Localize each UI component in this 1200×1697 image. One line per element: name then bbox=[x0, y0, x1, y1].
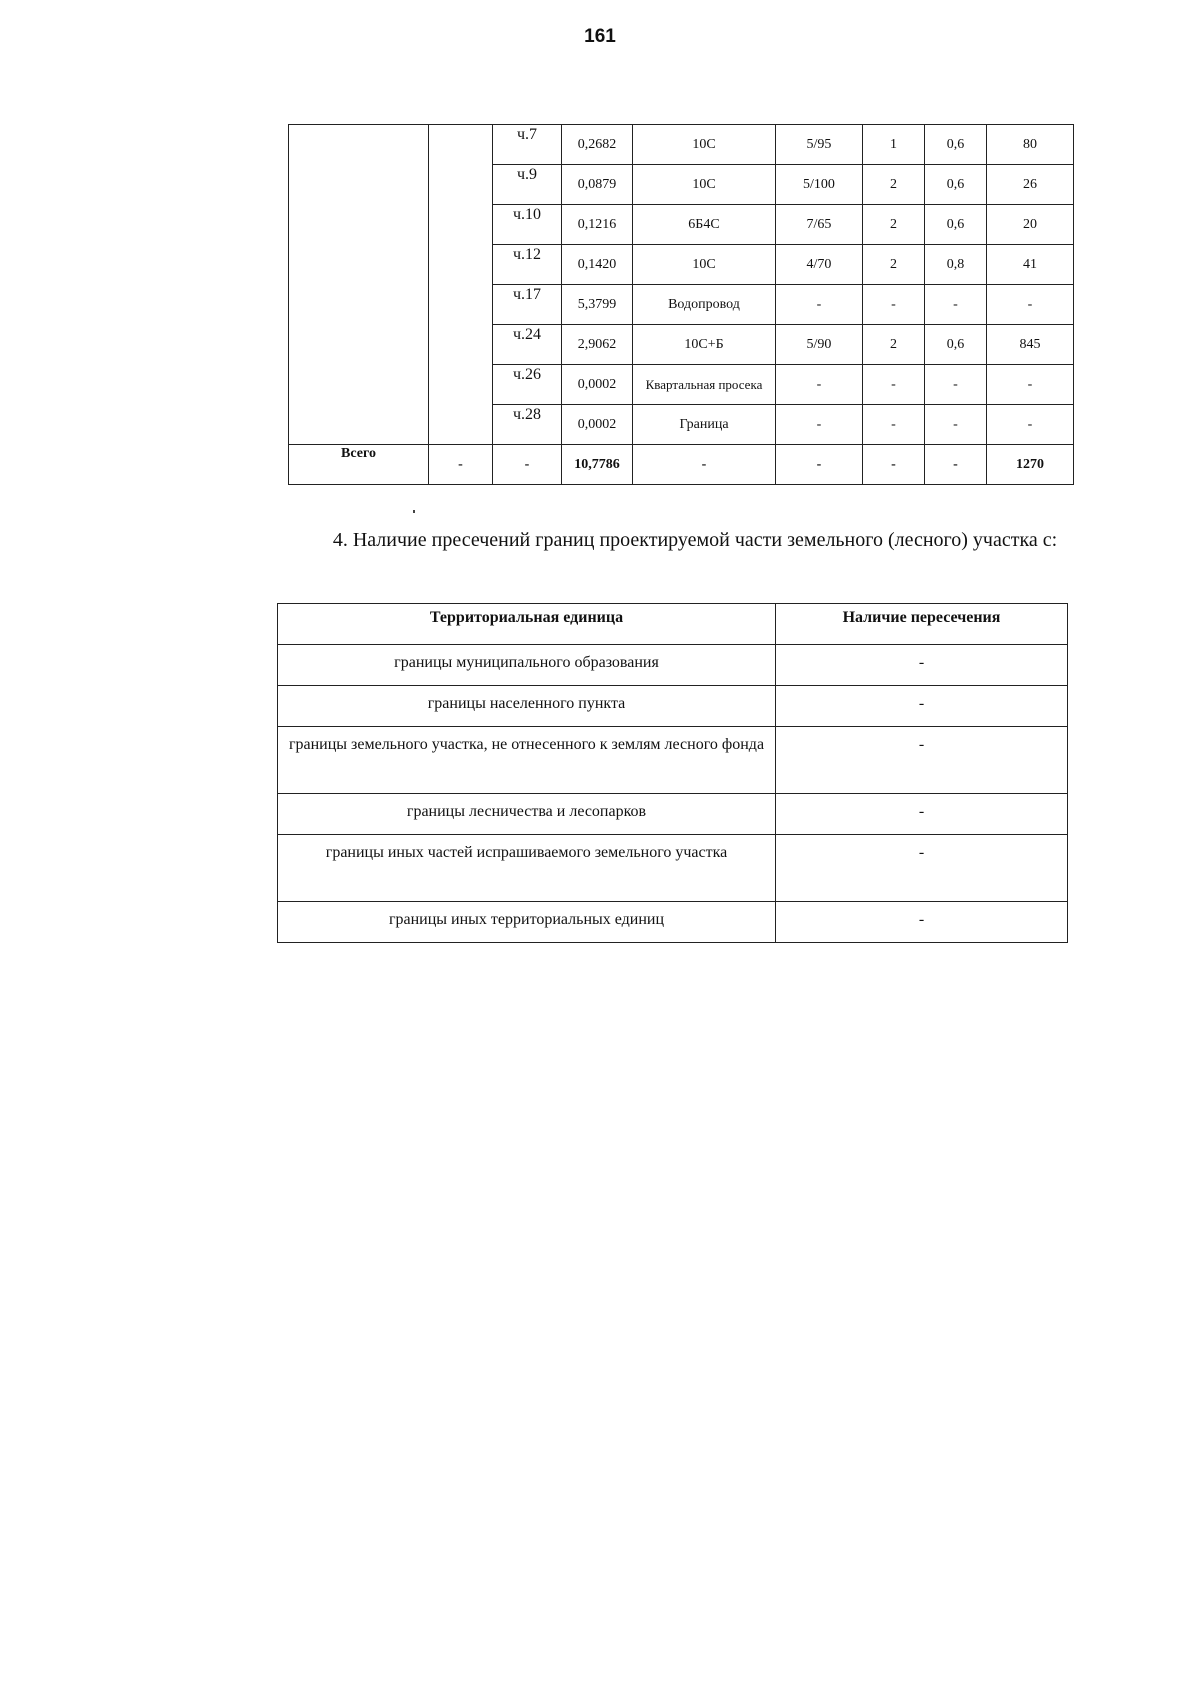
cell-density: - bbox=[925, 405, 987, 445]
total-age: - bbox=[776, 445, 863, 485]
cell-part: ч.12 bbox=[493, 245, 562, 285]
cell-age: - bbox=[776, 285, 863, 325]
cell-area: 5,3799 bbox=[562, 285, 633, 325]
cell-stock: 41 bbox=[987, 245, 1074, 285]
cell-stock: 26 bbox=[987, 165, 1074, 205]
cell-part: ч.9 bbox=[493, 165, 562, 205]
territorial-unit-cell: границы иных частей испрашиваемого земельного участка bbox=[278, 835, 776, 902]
total-col3: - bbox=[493, 445, 562, 485]
cell-area: 0,0002 bbox=[562, 405, 633, 445]
intersections-table bbox=[277, 603, 1068, 943]
table-row bbox=[278, 835, 1068, 902]
cell-composition: Водопровод bbox=[633, 285, 776, 325]
cell-age: 5/90 bbox=[776, 325, 863, 365]
cell-density: 0,6 bbox=[925, 325, 987, 365]
total-density: - bbox=[925, 445, 987, 485]
cell-bonitet: 2 bbox=[863, 165, 925, 205]
cell-density: 0,6 bbox=[925, 205, 987, 245]
territorial-unit-cell: границы иных территориальных единиц bbox=[278, 902, 776, 943]
merged-empty-cell bbox=[289, 125, 429, 445]
header-territorial-unit: Территориальная единица bbox=[278, 604, 776, 645]
intersection-value-cell: - bbox=[776, 794, 1068, 835]
forest-parts-table bbox=[288, 124, 1074, 485]
cell-area: 0,0879 bbox=[562, 165, 633, 205]
header-intersection: Наличие пересечения bbox=[776, 604, 1068, 645]
cell-density: 0,6 bbox=[925, 165, 987, 205]
cell-density: - bbox=[925, 365, 987, 405]
territorial-unit-cell: границы муниципального образования bbox=[278, 645, 776, 686]
table-row bbox=[278, 645, 1068, 686]
cell-composition: 10С+Б bbox=[633, 325, 776, 365]
cell-area: 0,1420 bbox=[562, 245, 633, 285]
cell-age: 7/65 bbox=[776, 205, 863, 245]
cell-composition: Квартальная просека bbox=[633, 365, 776, 405]
cell-bonitet: 2 bbox=[863, 245, 925, 285]
table-row bbox=[278, 686, 1068, 727]
territorial-unit-cell: границы земельного участка, не отнесенного к землям лесного фонда bbox=[278, 727, 776, 794]
page-number: 161 bbox=[584, 26, 616, 47]
cell-age: - bbox=[776, 405, 863, 445]
cell-part: ч.10 bbox=[493, 205, 562, 245]
scan-mark bbox=[413, 510, 415, 513]
cell-composition: 6Б4С bbox=[633, 205, 776, 245]
total-bonitet: - bbox=[863, 445, 925, 485]
territorial-unit-cell: границы населенного пункта bbox=[278, 686, 776, 727]
cell-stock: - bbox=[987, 285, 1074, 325]
cell-part: ч.17 bbox=[493, 285, 562, 325]
cell-part: ч.24 bbox=[493, 325, 562, 365]
total-area: 10,7786 bbox=[562, 445, 633, 485]
total-label: Всего bbox=[289, 445, 429, 485]
cell-area: 0,0002 bbox=[562, 365, 633, 405]
cell-density: 0,6 bbox=[925, 125, 987, 165]
section-4-heading: 4. Наличие пресечений границ проектируемой части земельного (лесного) участка с: bbox=[332, 529, 1058, 551]
cell-stock: - bbox=[987, 405, 1074, 445]
cell-density: - bbox=[925, 285, 987, 325]
cell-bonitet: - bbox=[863, 365, 925, 405]
cell-density: 0,8 bbox=[925, 245, 987, 285]
cell-stock: 20 bbox=[987, 205, 1074, 245]
cell-composition: 10С bbox=[633, 125, 776, 165]
cell-bonitet: - bbox=[863, 285, 925, 325]
cell-bonitet: - bbox=[863, 405, 925, 445]
cell-stock: - bbox=[987, 365, 1074, 405]
cell-age: 4/70 bbox=[776, 245, 863, 285]
cell-stock: 80 bbox=[987, 125, 1074, 165]
cell-composition: 10С bbox=[633, 245, 776, 285]
intersection-value-cell: - bbox=[776, 645, 1068, 686]
cell-composition: Граница bbox=[633, 405, 776, 445]
cell-age: 5/95 bbox=[776, 125, 863, 165]
cell-composition: 10С bbox=[633, 165, 776, 205]
table-row bbox=[289, 125, 1074, 165]
cell-stock: 845 bbox=[987, 325, 1074, 365]
intersection-value-cell: - bbox=[776, 902, 1068, 943]
cell-area: 0,1216 bbox=[562, 205, 633, 245]
total-row bbox=[289, 445, 1074, 485]
table-row bbox=[278, 727, 1068, 794]
table-header-row bbox=[278, 604, 1068, 645]
cell-bonitet: 2 bbox=[863, 325, 925, 365]
cell-bonitet: 2 bbox=[863, 205, 925, 245]
total-stock: 1270 bbox=[987, 445, 1074, 485]
merged-empty-cell bbox=[429, 125, 493, 445]
cell-bonitet: 1 bbox=[863, 125, 925, 165]
table-row bbox=[278, 902, 1068, 943]
table-row bbox=[278, 794, 1068, 835]
cell-area: 0,2682 bbox=[562, 125, 633, 165]
intersection-value-cell: - bbox=[776, 835, 1068, 902]
total-col2: - bbox=[429, 445, 493, 485]
total-composition: - bbox=[633, 445, 776, 485]
cell-area: 2,9062 bbox=[562, 325, 633, 365]
intersection-value-cell: - bbox=[776, 727, 1068, 794]
cell-age: - bbox=[776, 365, 863, 405]
cell-part: ч.26 bbox=[493, 365, 562, 405]
cell-part: ч.7 bbox=[493, 125, 562, 165]
territorial-unit-cell: границы лесничества и лесопарков bbox=[278, 794, 776, 835]
intersection-value-cell: - bbox=[776, 686, 1068, 727]
cell-part: ч.28 bbox=[493, 405, 562, 445]
cell-age: 5/100 bbox=[776, 165, 863, 205]
